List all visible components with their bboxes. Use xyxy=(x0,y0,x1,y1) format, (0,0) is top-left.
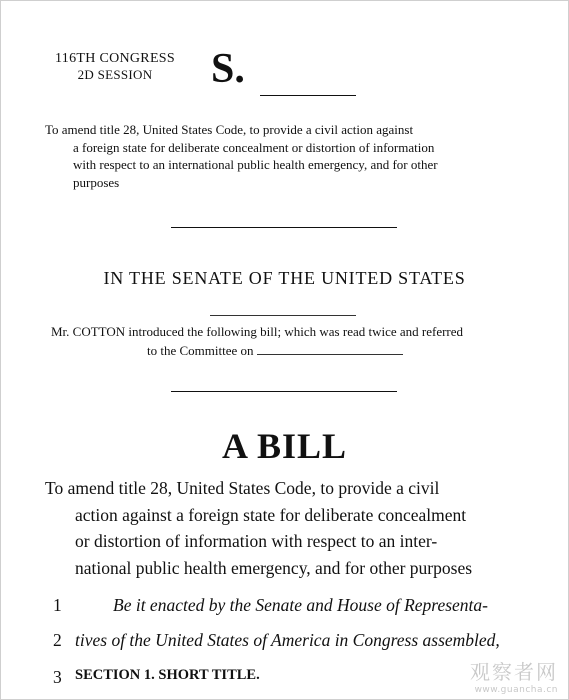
committee-prefix: to the Committee on xyxy=(147,343,254,358)
enacting-clause: Be it enacted by the Senate and House of Representa- xyxy=(113,595,488,615)
chamber-heading: IN THE SENATE OF THE UNITED STATES xyxy=(103,268,466,288)
purpose-summary-line: To amend title 28, United States Code, to provide a civil action against xyxy=(45,122,414,137)
enacting-clause: tives of the United States of America in Congress assembled, xyxy=(75,630,500,650)
bill-prefix: S. xyxy=(211,46,245,92)
divider xyxy=(171,227,397,228)
purpose-full xyxy=(45,475,525,581)
bill-number-blank xyxy=(260,95,356,96)
watermark-url: www.guancha.cn xyxy=(474,685,558,695)
congress-label: 116TH CONGRESS xyxy=(55,51,175,66)
line-number: 3 xyxy=(53,667,62,687)
purpose-summary-line: a foreign state for deliberate concealment or distortion of information xyxy=(73,139,435,155)
purpose-summary xyxy=(45,121,525,191)
introduction-line-committee xyxy=(51,341,521,360)
line-number: 2 xyxy=(53,630,62,650)
purpose-full-line: or distortion of information with respect to an inter- xyxy=(75,531,438,551)
purpose-summary-line: purposes xyxy=(73,174,120,190)
purpose-full-line: national public health emergency, and for other purposes xyxy=(75,557,473,578)
line-number: 1 xyxy=(53,595,62,615)
session-label: 2D SESSION xyxy=(77,67,153,82)
watermark xyxy=(470,656,558,695)
divider xyxy=(171,391,397,392)
divider xyxy=(210,315,356,316)
congress-session-label xyxy=(45,51,185,83)
section-heading: SECTION 1. SHORT TITLE. xyxy=(75,667,260,683)
committee-blank xyxy=(257,344,403,355)
purpose-summary-line: with respect to an international public health emergency, and for other xyxy=(73,157,438,172)
watermark-text: 观察者网 xyxy=(470,660,558,684)
purpose-full-line: action against a foreign state for deliberate concealment xyxy=(75,504,467,525)
introduction-line: Mr. COTTON introduced the following bill; which was read twice and referred xyxy=(51,324,464,339)
introduction-text xyxy=(51,322,521,360)
purpose-full-line: To amend title 28, United States Code, to provide a civil xyxy=(45,478,440,498)
bill-heading: A BILL xyxy=(221,426,348,466)
